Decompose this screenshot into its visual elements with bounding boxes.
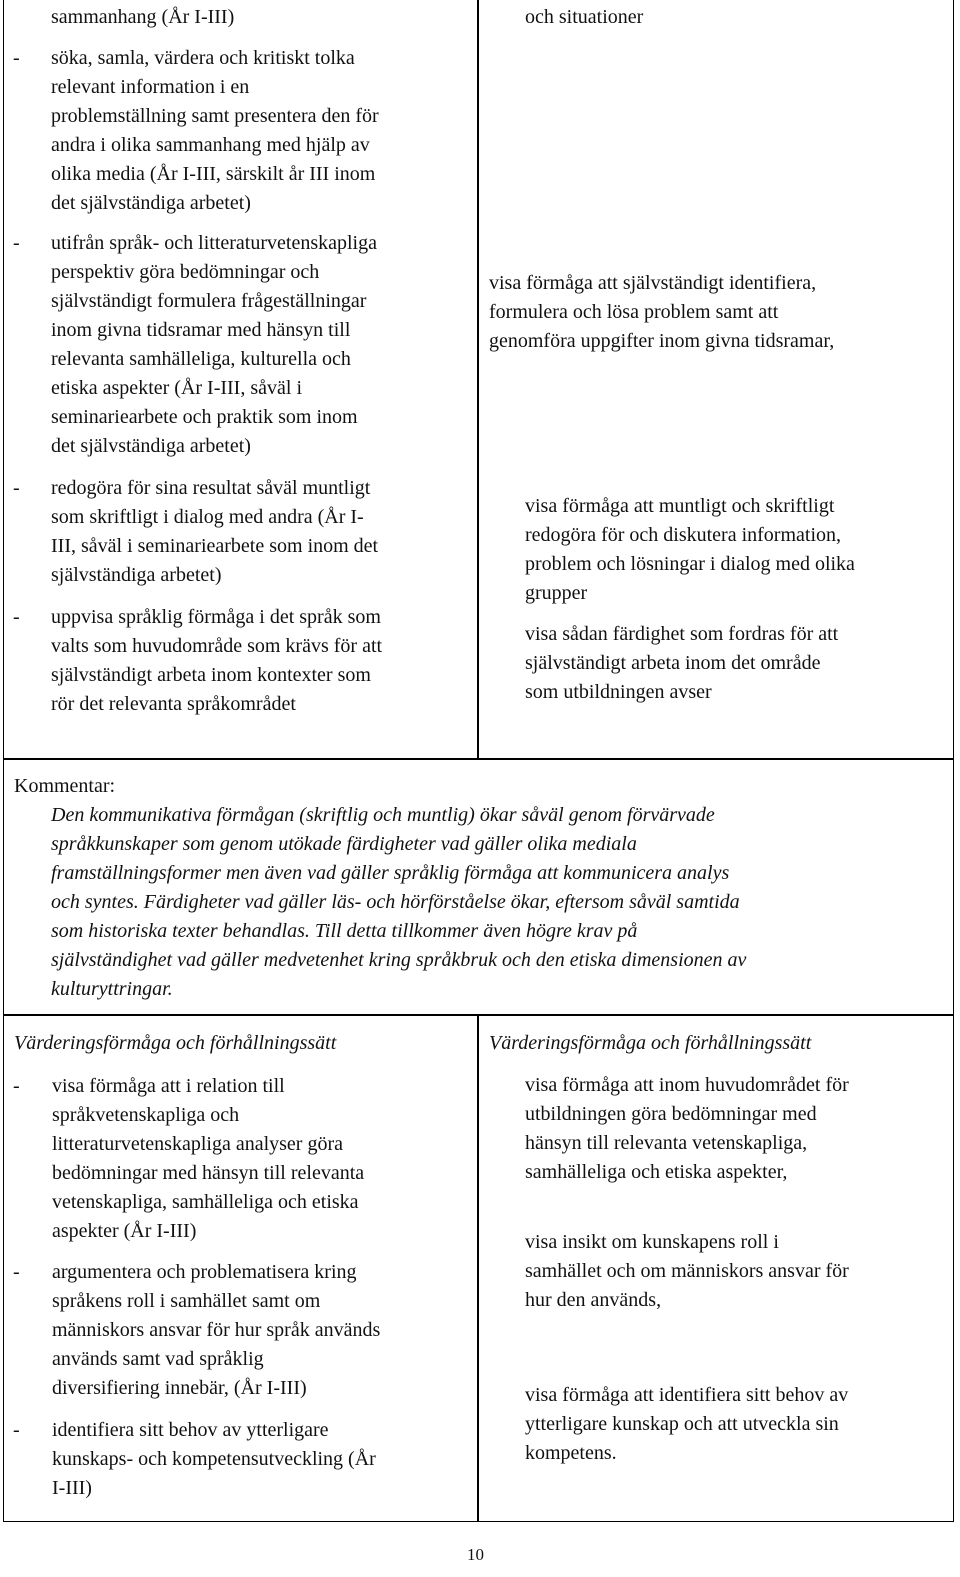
top-left-lead: sammanhang (År I-III) — [51, 6, 235, 28]
paragraph-line: redogöra för och diskutera information, — [525, 524, 842, 546]
list-item-line: identifiera sitt behov av ytterligare — [52, 1419, 329, 1441]
list-item-line: språkens roll i samhället samt om — [52, 1290, 321, 1312]
bullet-marker: - — [13, 606, 20, 628]
list-item-line: utifrån språk- och litteraturvetenskapliga — [51, 232, 377, 254]
section-heading: Värderingsförmåga och förhållningssätt — [489, 1032, 812, 1054]
list-item-line: människors ansvar för hur språk används — [52, 1319, 381, 1341]
page-number: 10 — [467, 1545, 484, 1564]
paragraph-line: visa insikt om kunskapens roll i — [525, 1231, 779, 1253]
list-item-line: visa förmåga att i relation till — [52, 1075, 285, 1097]
list-item-line: kunskaps- och kompetensutveckling (År — [52, 1448, 376, 1470]
list-item-line: uppvisa språklig förmåga i det språk som — [51, 606, 381, 628]
bullet-marker: - — [13, 1419, 20, 1441]
list-item-line: som skriftligt i dialog med andra (År I- — [51, 506, 364, 528]
comment-line: Den kommunikativa förmågan (skriftlig och muntlig) ökar såväl genom förvärvade — [51, 804, 715, 826]
list-item-line: relevanta samhälleliga, kulturella och — [51, 348, 351, 370]
paragraph-line: genomföra uppgifter inom givna tidsramar, — [489, 330, 835, 352]
list-item-line: aspekter (År I-III) — [52, 1220, 197, 1242]
comment-line: språkkunskaper som genom utökade färdigheter vad gäller olika mediala — [51, 833, 637, 855]
list-item-line: söka, samla, värdera och kritiskt tolka — [51, 47, 355, 69]
paragraph-line: kompetens. — [525, 1442, 617, 1464]
list-item-line: problemställning samt presentera den för — [51, 105, 379, 127]
list-item-line: relevant information i en — [51, 76, 250, 98]
bullet-marker: - — [13, 477, 20, 499]
list-item-line: inom givna tidsramar med hänsyn till — [51, 319, 351, 341]
paragraph-line: självständigt arbeta inom det område — [525, 652, 821, 674]
comment-line: som historiska texter behandlas. Till detta tillkommer även högre krav på — [51, 920, 638, 942]
list-item-line: vetenskapliga, samhälleliga och etiska — [52, 1191, 359, 1213]
paragraph-line: formulera och lösa problem samt att — [489, 301, 779, 323]
list-item-line: diversifiering innebär, (År I-III) — [52, 1377, 307, 1399]
list-item-line: I-III) — [52, 1477, 92, 1499]
list-item-line: självständigt arbeta inom kontexter som — [51, 664, 371, 686]
list-item-line: det självständiga arbetet) — [51, 192, 251, 214]
list-item-line: självständigt formulera frågeställningar — [51, 290, 367, 312]
list-item-line: redogöra för sina resultat såväl muntligt — [51, 477, 371, 499]
paragraph-line: visa förmåga att självständigt identifiera, — [489, 272, 817, 294]
list-item-line: bedömningar med hänsyn till relevanta — [52, 1162, 365, 1184]
paragraph-line: grupper — [525, 582, 588, 604]
list-item-line: självständiga arbetet) — [51, 564, 222, 586]
list-item-line: etiska aspekter (År I-III, såväl i — [51, 377, 302, 399]
list-item-line: III, såväl i seminariearbete som inom det — [51, 535, 379, 557]
paragraph-line: samhälleliga och etiska aspekter, — [525, 1161, 788, 1183]
paragraph-line: som utbildningen avser — [525, 681, 712, 703]
list-item-line: rör det relevanta språkområdet — [51, 693, 296, 715]
paragraph-line: visa sådan färdighet som fordras för att — [525, 623, 839, 645]
list-item-line: andra i olika sammanhang med hjälp av — [51, 134, 370, 156]
comment-line: kulturyttringar. — [51, 978, 173, 1000]
comment-line: självständighet vad gäller medvetenhet kring språkbruk och den etiska dimensionen av — [51, 949, 747, 971]
list-item-line: språkvetenskapliga och — [52, 1104, 240, 1126]
list-item-line: det självständiga arbetet) — [51, 435, 251, 457]
bullet-marker: - — [13, 232, 20, 254]
bullet-marker: - — [13, 47, 20, 69]
comment-label: Kommentar: — [14, 775, 116, 797]
paragraph-line: problem och lösningar i dialog med olika — [525, 553, 855, 575]
paragraph-line: visa förmåga att muntligt och skriftligt — [525, 495, 835, 517]
bullet-marker: - — [13, 1261, 20, 1283]
list-item-line: olika media (År I-III, särskilt år III inom — [51, 163, 376, 185]
paragraph-line: hänsyn till relevanta vetenskapliga, — [525, 1132, 808, 1154]
list-item-line: perspektiv göra bedömningar och — [51, 261, 320, 283]
paragraph-line: visa förmåga att inom huvudområdet för — [525, 1074, 849, 1096]
paragraph-line: hur den används, — [525, 1289, 662, 1311]
top-right-lead: och situationer — [525, 6, 644, 28]
bullet-marker: - — [13, 1075, 20, 1097]
paragraph-line: utbildningen göra bedömningar med — [525, 1103, 817, 1125]
list-item-line: seminariearbete och praktik som inom — [51, 406, 358, 428]
section-heading: Värderingsförmåga och förhållningssätt — [14, 1032, 337, 1054]
comment-line: framställningsformer men även vad gäller språklig förmåga att kommunicera analys — [51, 862, 730, 884]
comment-line: och syntes. Färdigheter vad gäller läs- och hörförståelse ökar, eftersom såväl samtida — [51, 891, 740, 913]
list-item-line: argumentera och problematisera kring — [52, 1261, 357, 1283]
paragraph-line: samhället och om människors ansvar för — [525, 1260, 849, 1282]
list-item-line: litteraturvetenskapliga analyser göra — [52, 1133, 343, 1155]
list-item-line: valts som huvudområde som krävs för att — [51, 635, 383, 657]
paragraph-line: visa förmåga att identifiera sitt behov av — [525, 1384, 849, 1406]
paragraph-line: ytterligare kunskap och att utveckla sin — [525, 1413, 839, 1435]
list-item-line: används samt vad språklig — [52, 1348, 264, 1370]
